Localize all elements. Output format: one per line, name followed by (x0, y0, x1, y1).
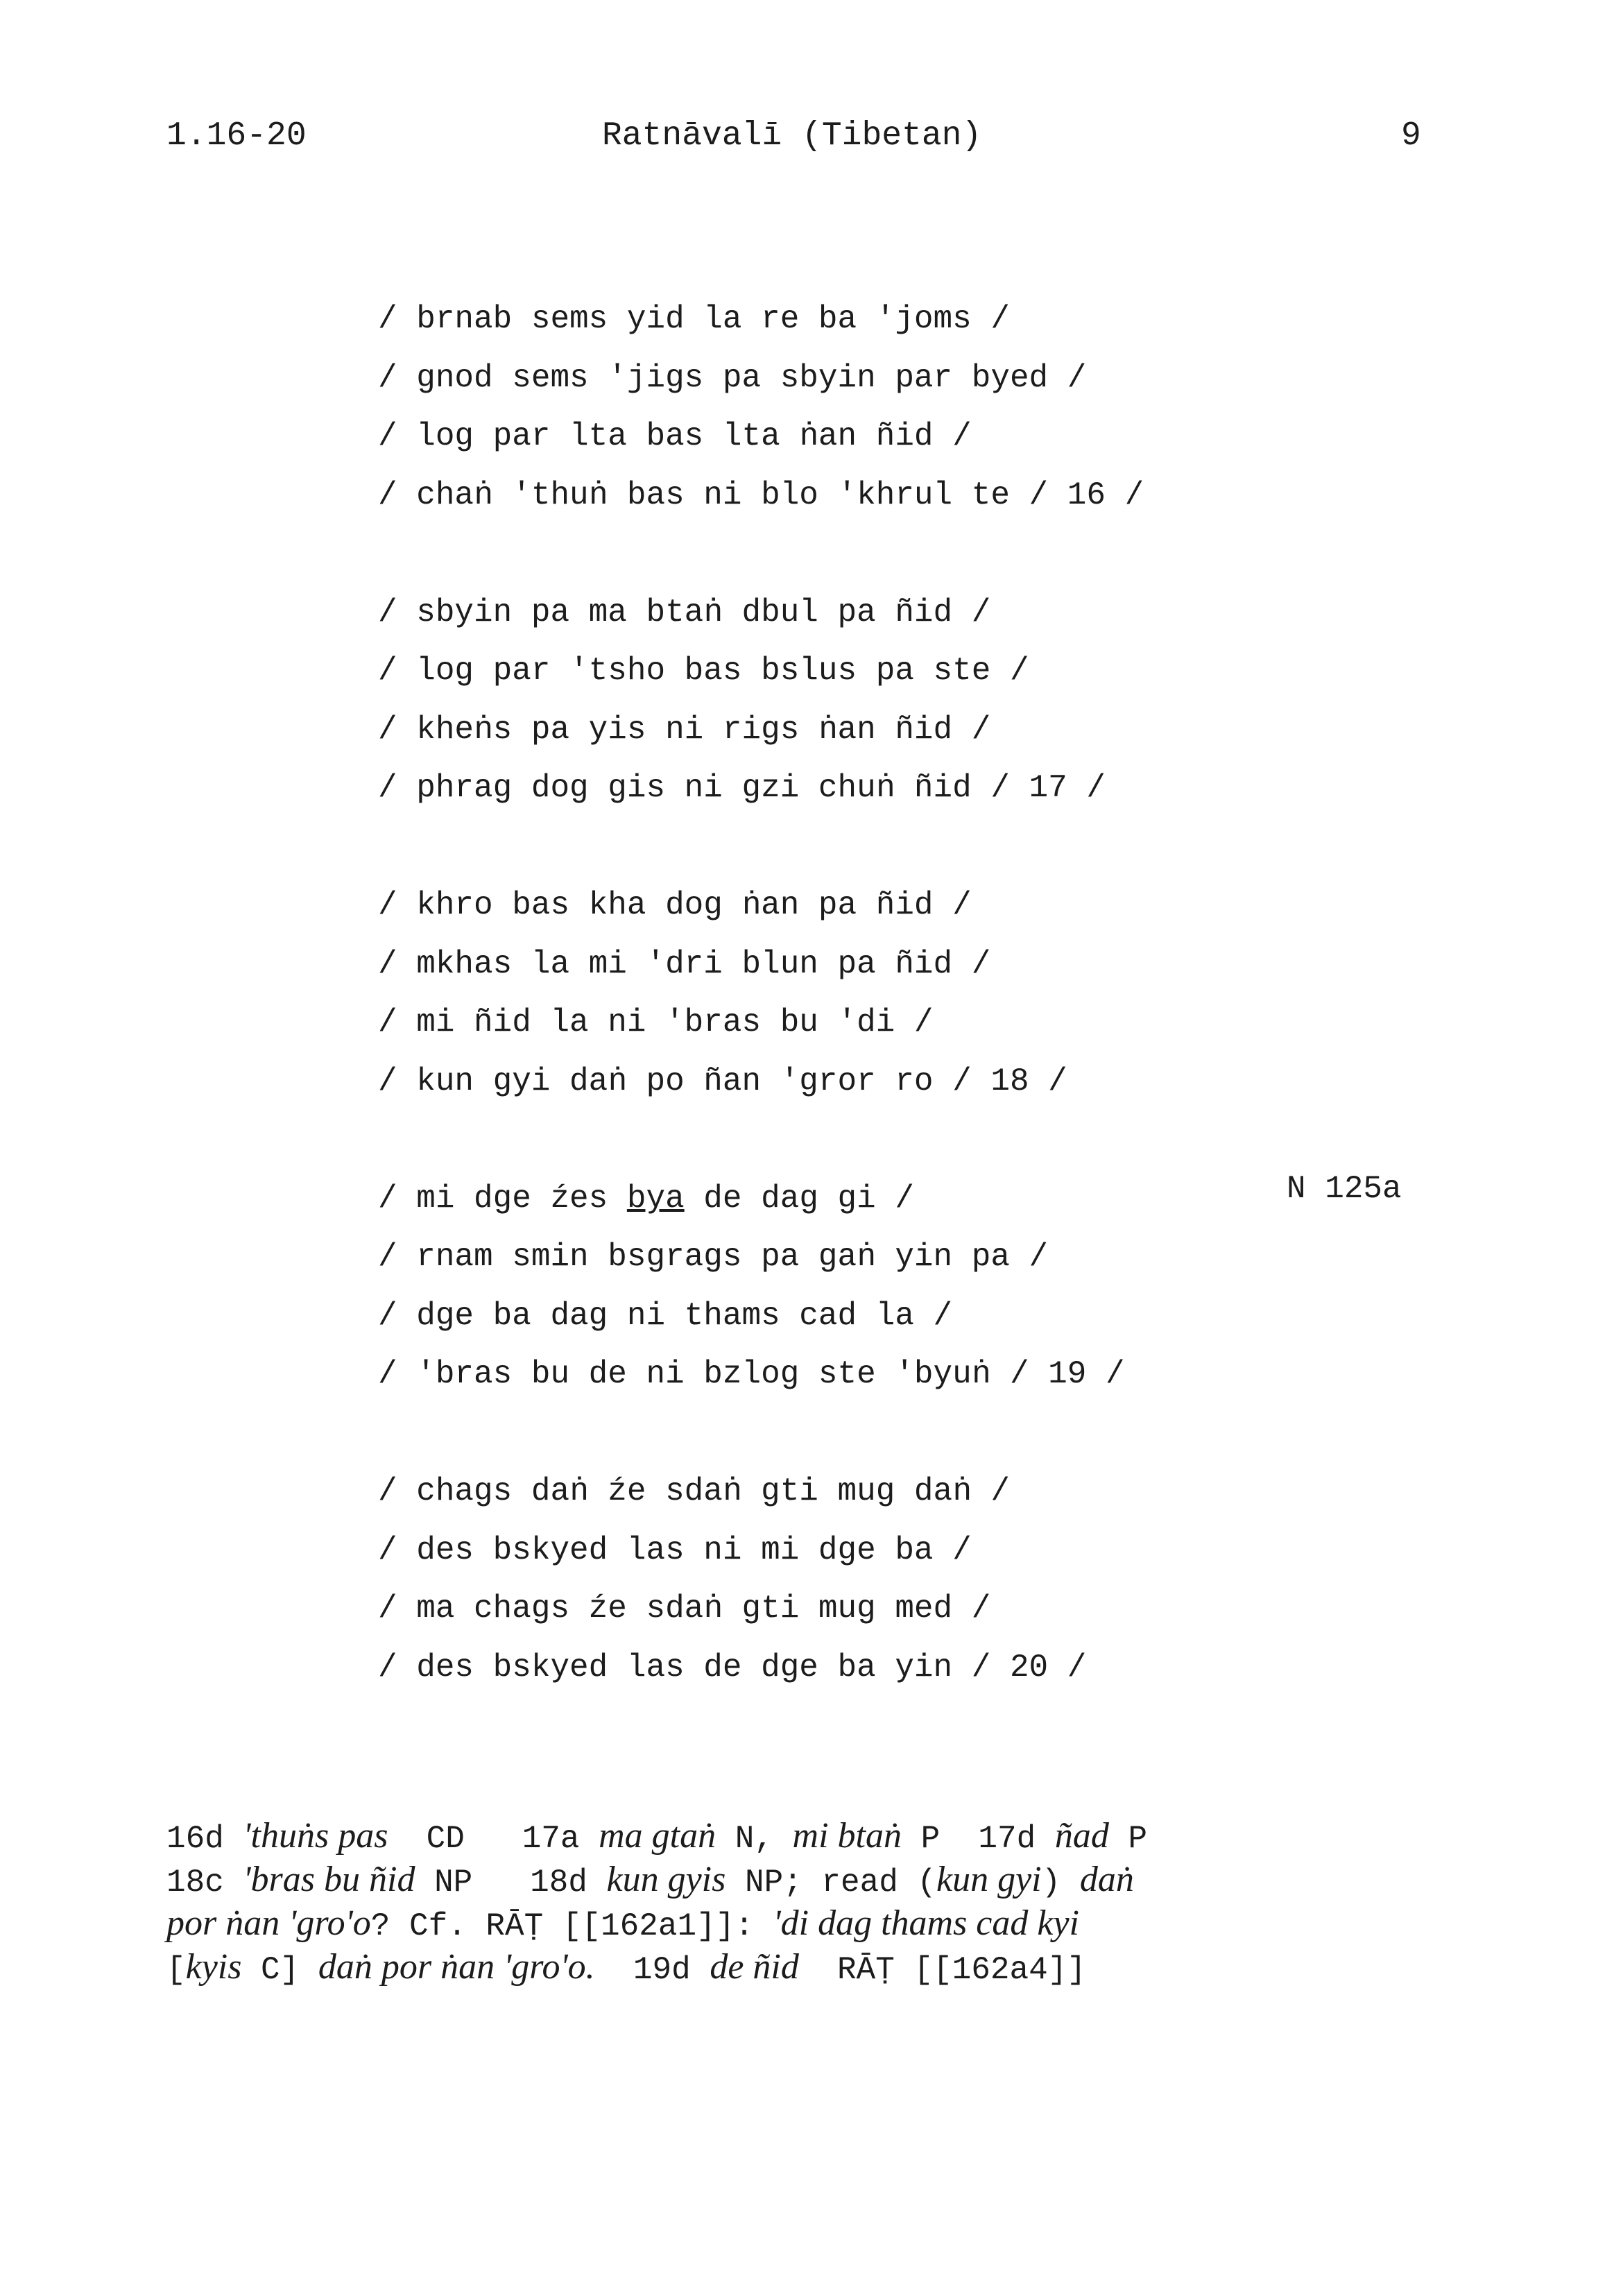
verse-line: / khro bas kha dog ṅan pa ñid / (378, 887, 972, 923)
verse-line: / sbyin pa ma btaṅ dbul pa ñid / (378, 594, 991, 631)
verse-line: / mi ñid la ni 'bras bu 'di / (378, 1004, 934, 1040)
footnote-text: RĀṬ [[162a4]] (798, 1952, 1086, 1988)
footnote-italic-text: de ñid (710, 1947, 799, 1987)
verse-line: / phrag dog gis ni gzi chuṅ ñid / 17 / (378, 770, 1106, 806)
stanza-16 (378, 290, 1144, 524)
footnote-italic-text: kun gyis (606, 1860, 726, 1899)
verse-line: / chags daṅ źe sdaṅ gti mug daṅ / (378, 1473, 1010, 1509)
footnote-italic-text: 'di dag thams cad kyi (773, 1903, 1079, 1943)
stanza-19 (378, 1170, 1144, 1404)
footnote-text: P 17d (902, 1821, 1055, 1857)
footnote-text: [ (166, 1952, 186, 1988)
footnote-italic-text: ma gtaṅ (599, 1816, 716, 1856)
footnote-text: N, (716, 1821, 793, 1857)
footnote-text: NP; read ( (725, 1865, 937, 1901)
footnote-text: C] (241, 1952, 318, 1988)
footnote-text: NP 18d (415, 1865, 607, 1901)
page-number: 9 (1401, 117, 1421, 155)
verse-line: / gnod sems 'jigs pa sbyin par byed / (378, 359, 1087, 396)
underlined-word: bya (626, 1180, 685, 1217)
footnote-text: 19d (594, 1952, 710, 1988)
verse-text: / mi dge źes (378, 1180, 627, 1217)
verse-line: / log par lta bas lta ṅan ñid / (378, 418, 972, 454)
stanza-17 (378, 583, 1144, 818)
footnote-line (166, 1858, 1401, 1901)
footnote-italic-text: 'bras bu ñid (243, 1860, 415, 1899)
verse-line: / des bskyed las ni mi dge ba / (378, 1532, 972, 1568)
footnote-italic-text: por ṅan 'gro'o (166, 1903, 371, 1943)
folio-reference: N 125a (1287, 1171, 1402, 1207)
footnote-text: 16d (166, 1821, 243, 1857)
verse-line: / mkhas la mi 'dri blun pa ñid / (378, 945, 991, 982)
verse-line: / kheṅs pa yis ni rigs ṅan ñid / (378, 711, 991, 748)
footnote-text: 18c (166, 1865, 243, 1901)
verse-line: / 'bras bu de ni bzlog ste 'byuṅ / 19 / (378, 1356, 1125, 1392)
verse-line: / chaṅ 'thuṅ bas ni blo 'khrul te / 16 / (378, 477, 1144, 513)
page-title: Ratnāvalī (Tibetan) (602, 117, 982, 155)
verse-line (378, 1170, 1144, 1228)
verse-line: / brnab sems yid la re ba 'joms / (378, 301, 1010, 337)
footnote-italic-text: kyis (185, 1947, 242, 1987)
verse-text: de dag gi / (684, 1180, 914, 1217)
footnote-italic-text: kun gyi (936, 1860, 1042, 1899)
verse-line: / dge ba dag ni thams cad la / (378, 1297, 953, 1334)
verse-line: / log par 'tsho bas bslus pa ste / (378, 653, 1029, 689)
footnote-text: CD 17a (388, 1821, 599, 1857)
verse-line: / ma chags źe sdaṅ gti mug med / (378, 1591, 991, 1627)
footnote-line (166, 1901, 1401, 1945)
footnotes (166, 1814, 1401, 1989)
stanza-20 (378, 1462, 1144, 1697)
footnote-italic-text: daṅ por ṅan 'gro'o. (318, 1947, 595, 1987)
stanza-18 (378, 876, 1144, 1111)
footnote-text: ? Cf. RĀṬ [[162a1]]: (370, 1908, 773, 1944)
verse-line: / kun gyi daṅ po ñan 'gror ro / 18 / (378, 1063, 1067, 1099)
footnote-italic-text: mi btaṅ (792, 1816, 902, 1856)
section-reference: 1.16-20 (166, 117, 307, 155)
verse-line: / rnam smin bsgrags pa gaṅ yin pa / (378, 1239, 1049, 1275)
verse-line: / des bskyed las de dge ba yin / 20 / (378, 1649, 1087, 1686)
verse-block (378, 290, 1144, 1697)
footnote-line (166, 1814, 1401, 1858)
footnote-line (166, 1945, 1401, 1989)
footnote-text: P (1108, 1821, 1148, 1857)
footnote-italic-text: 'thuṅs pas (243, 1816, 388, 1856)
footnote-italic-text: ñad (1054, 1816, 1109, 1856)
footnote-italic-text: daṅ (1079, 1860, 1134, 1899)
footnote-text: ) (1041, 1865, 1080, 1901)
